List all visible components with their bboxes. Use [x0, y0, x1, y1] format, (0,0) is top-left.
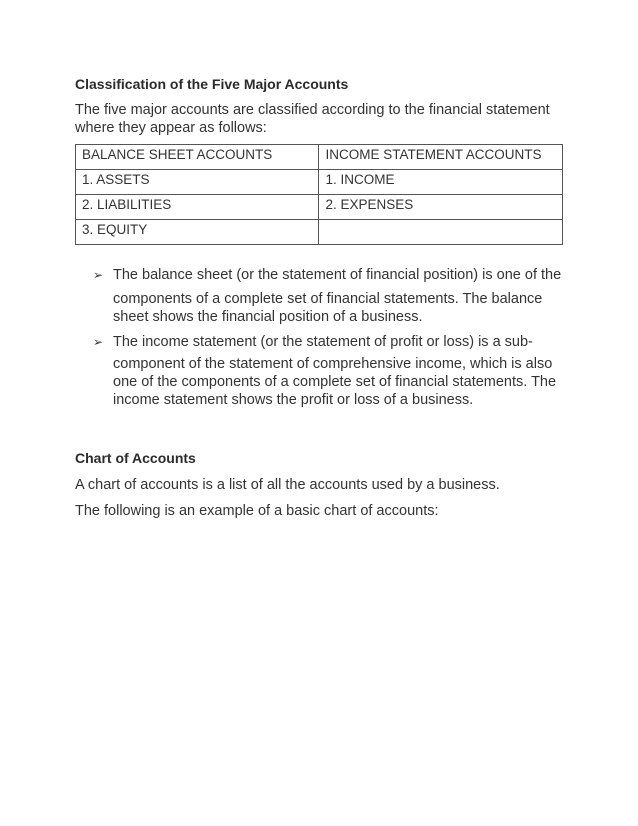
table-row [76, 170, 563, 195]
bullet-first-line: The income statement (or the statement of profit or loss) is a sub- [113, 334, 533, 350]
table-cell: 2. EXPENSES [319, 195, 563, 220]
chart-example-intro: The following is an example of a basic chart of accounts: [75, 503, 439, 519]
header-income-statement: INCOME STATEMENT ACCOUNTS [319, 145, 563, 170]
section-title-chart-of-accounts: Chart of Accounts [75, 450, 196, 466]
table-cell: 3. EQUITY [76, 220, 319, 245]
header-balance-sheet: BALANCE SHEET ACCOUNTS [76, 145, 319, 170]
table-row [76, 220, 563, 245]
bullet-continuation: components of a complete set of financial statements. The balance sheet shows the financial position of a business. [113, 291, 543, 325]
accounts-table [75, 144, 563, 245]
table-row [76, 195, 563, 220]
arrow-bullet-icon: ➢ [93, 268, 104, 282]
section-title-classification: Classification of the Five Major Accounts [75, 76, 349, 92]
bullet-continuation: component of the statement of comprehensive income, which is also one of the components of a complete set of financial statements. The income statement shows the profit or loss of a business. [113, 356, 557, 408]
table-cell [319, 220, 563, 245]
table-cell: 2. LIABILITIES [76, 195, 319, 220]
arrow-bullet-icon: ➢ [93, 335, 104, 349]
table-header-row [76, 145, 563, 170]
bullet-first-line: The balance sheet (or the statement of financial position) is one of the [113, 267, 562, 283]
table-cell: 1. ASSETS [76, 170, 319, 195]
classification-intro: The five major accounts are classified according to the financial statement where they appear as follows: [75, 102, 550, 136]
chart-definition: A chart of accounts is a list of all the accounts used by a business. [75, 477, 500, 493]
table-cell: 1. INCOME [319, 170, 563, 195]
